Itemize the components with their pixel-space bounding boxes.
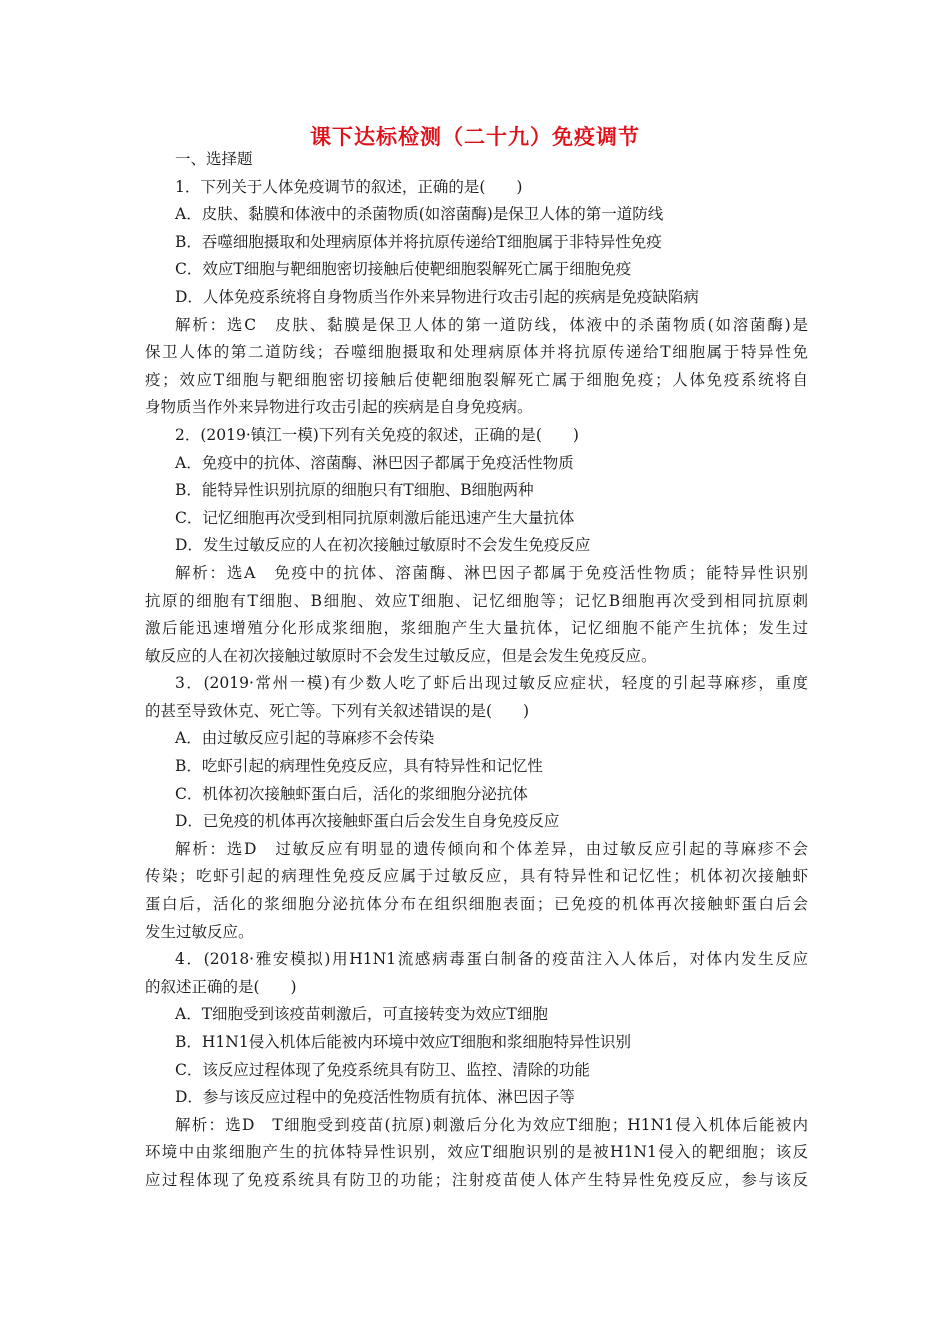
question-stem: 的甚至导致休克、死亡等。下列有关叙述错误的是( ) xyxy=(145,701,530,720)
analysis-line: 传染；吃虾引起的病理性免疫反应属于过敏反应，具有特异性和记忆性；机体初次接触虾 xyxy=(145,867,808,886)
option-a: A．由过敏反应引起的荨麻疹不会传染 xyxy=(175,729,435,748)
question-stem: 的叙述正确的是( ) xyxy=(145,977,297,996)
analysis-line: 解析：选D T细胞受到疫苗(抗原)刺激后分化为效应T细胞；H1N1侵入机体后能被内 xyxy=(175,1115,808,1134)
question-stem: 3．(2019·常州一模)有少数人吃了虾后出现过敏反应症状，轻度的引起荨麻疹，重度 xyxy=(175,674,808,693)
analysis-line: 解析：选C 皮肤、黏膜是保卫人体的第一道防线，体液中的杀菌物质(如溶菌酶)是 xyxy=(175,315,808,334)
option-d: D．人体免疫系统将自身物质当作外来异物进行攻击引起的疾病是免疫缺陷病 xyxy=(175,287,699,306)
analysis-line: 应过程体现了免疫系统具有防卫的功能；注射疫苗使人体产生特异性免疫反应，参与该反 xyxy=(145,1170,808,1189)
analysis-line: 蛋白后，活化的浆细胞分泌抗体分布在组织细胞表面；已免疫的机体再次接触虾蛋白后会 xyxy=(145,895,808,914)
analysis-line: 抗原的细胞有T细胞、B细胞、效应T细胞、记忆细胞等；记忆B细胞再次受到相同抗原刺 xyxy=(145,591,808,610)
option-c: C．效应T细胞与靶细胞密切接触后使靶细胞裂解死亡属于细胞免疫 xyxy=(175,260,632,279)
section-heading: 一、选择题 xyxy=(175,150,253,168)
option-a: A．免疫中的抗体、溶菌酶、淋巴因子都属于免疫活性物质 xyxy=(175,453,574,472)
option-c: C．机体初次接触虾蛋白后，活化的浆细胞分泌抗体 xyxy=(175,784,528,803)
question-stem: 1．下列关于人体免疫调节的叙述，正确的是( ) xyxy=(175,177,523,196)
analysis-line: 激后能迅速增殖分化形成浆细胞，浆细胞产生大量抗体，记忆细胞不能产生抗体；发生过 xyxy=(145,619,808,638)
option-b: B．吞噬细胞摄取和处理病原体并将抗原传递给T细胞属于非特异性免疫 xyxy=(175,232,662,251)
option-a: A．皮肤、黏膜和体液中的杀菌物质(如溶菌酶)是保卫人体的第一道防线 xyxy=(175,205,664,224)
analysis-line: 疫；效应T细胞与靶细胞密切接触后使靶细胞裂解死亡属于细胞免疫；人体免疫系统将自 xyxy=(145,370,808,389)
analysis-line: 解析：选D 过敏反应有明显的遗传倾向和个体差异，由过敏反应引起的荨麻疹不会 xyxy=(175,839,808,858)
analysis-line: 环境中由浆细胞产生的抗体特异性识别，效应T细胞识别的是被H1N1侵入的靶细胞；该反 xyxy=(145,1143,808,1162)
question-4 xyxy=(145,946,808,1194)
analysis-line: 保卫人体的第二道防线；吞噬细胞摄取和处理病原体并将抗原传递给T细胞属于特异性免 xyxy=(145,343,808,362)
option-a: A．T细胞受到该疫苗刺激后，可直接转变为效应T细胞 xyxy=(175,1005,548,1024)
analysis-line: 身物质当作外来异物进行攻击引起的疾病是自身免疫病。 xyxy=(145,398,533,417)
document-body xyxy=(145,146,808,1195)
option-b: B．H1N1侵入机体后能被内环境中效应T细胞和浆细胞特异性识别 xyxy=(175,1033,632,1051)
question-3 xyxy=(145,670,808,946)
option-d: D．发生过敏反应的人在初次接触过敏原时不会发生免疫反应 xyxy=(175,536,591,555)
question-1 xyxy=(145,174,808,422)
option-b: B．能特异性识别抗原的细胞只有T细胞、B细胞两种 xyxy=(175,481,534,500)
question-stem: 2．(2019·镇江一模)下列有关免疫的叙述，正确的是( ) xyxy=(175,425,579,444)
option-c: C．记忆细胞再次受到相同抗原刺激后能迅速产生大量抗体 xyxy=(175,508,575,527)
option-c: C．该反应过程体现了免疫系统具有防卫、监控、清除的功能 xyxy=(175,1060,590,1079)
question-stem: 4．(2018·雅安模拟)用H1N1流感病毒蛋白制备的疫苗注入人体后，对体内发生反应 xyxy=(175,950,808,969)
option-d: D．已免疫的机体再次接触虾蛋白后会发生自身免疫反应 xyxy=(175,812,560,831)
question-2 xyxy=(145,422,808,670)
analysis-line: 敏反应的人在初次接触过敏原时不会发生过敏反应，但是会发生免疫反应。 xyxy=(145,646,657,665)
page-title: 课下达标检测（二十九）免疫调节 xyxy=(310,125,640,149)
analysis-line: 解析：选A 免疫中的抗体、溶菌酶、淋巴因子都属于免疫活性物质；能特异性识别 xyxy=(175,563,808,582)
option-b: B．吃虾引起的病理性免疫反应，具有特异性和记忆性 xyxy=(175,757,543,776)
analysis-line: 发生过敏反应。 xyxy=(145,922,254,941)
option-d: D．参与该反应过程中的免疫活性物质有抗体、淋巴因子等 xyxy=(175,1088,575,1107)
